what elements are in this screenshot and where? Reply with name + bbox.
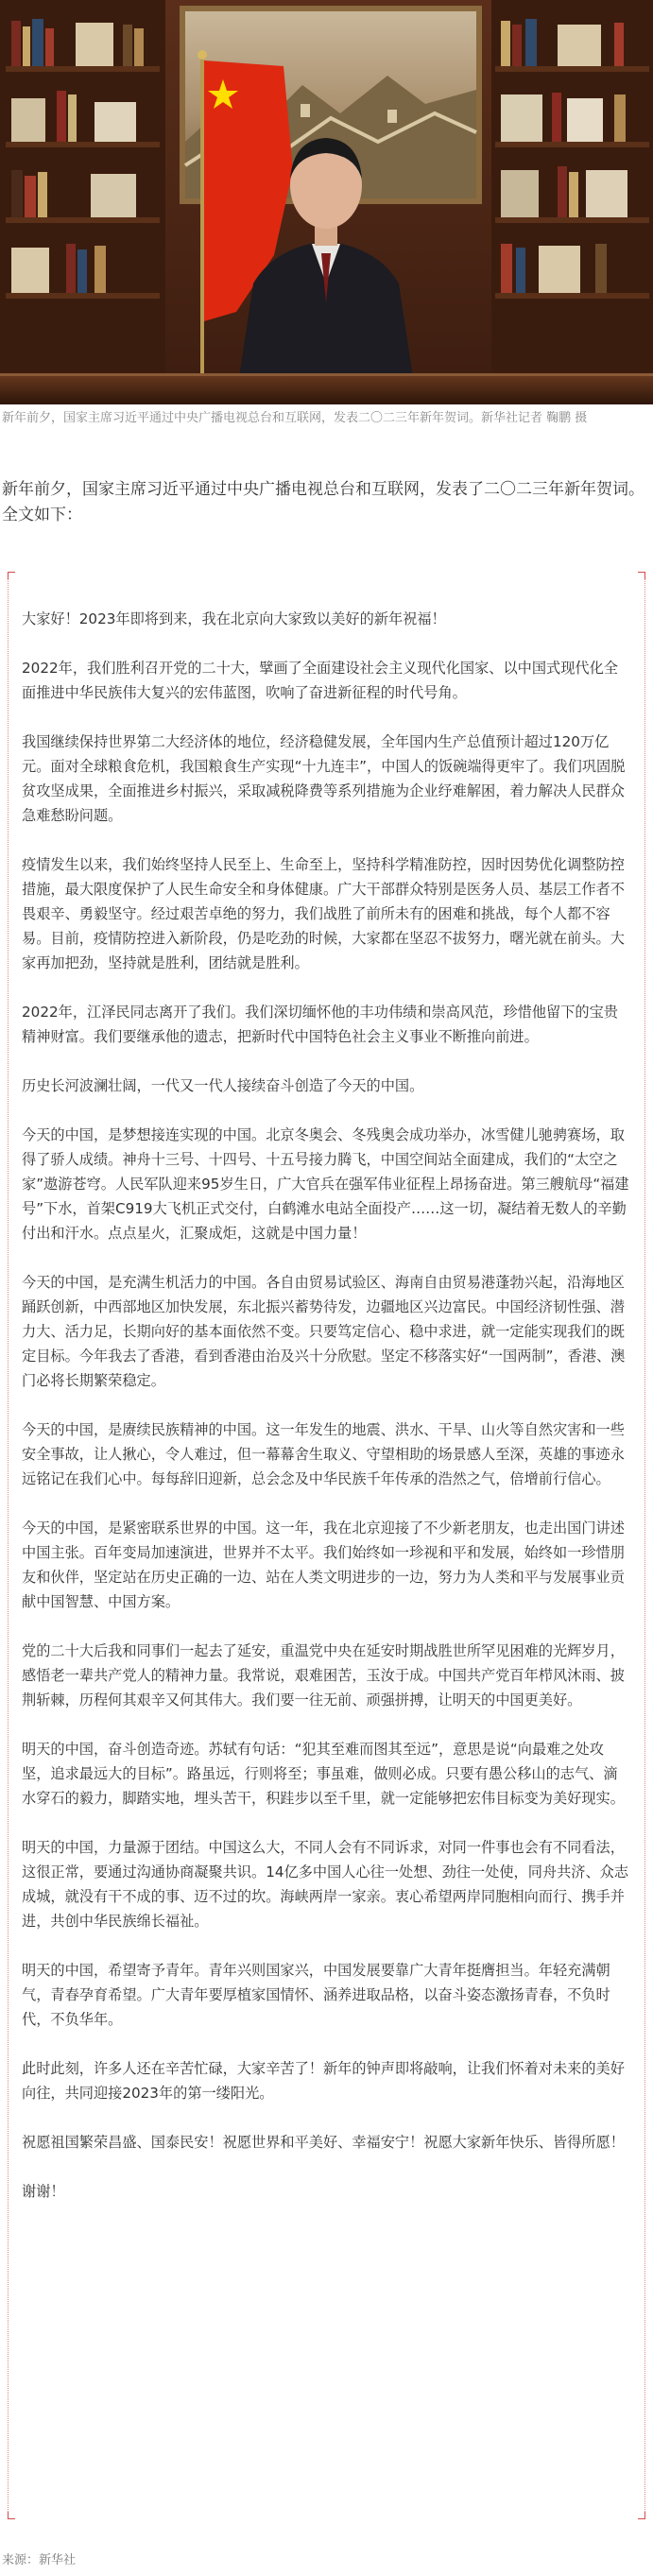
frame-corner-bottom-left <box>8 2512 15 2519</box>
speech-paragraph: 祝愿祖国繁荣昌盛、国泰民安！祝愿世界和平美好、幸福安宁！祝愿大家新年快乐、皆得所愿！ <box>22 2134 625 2151</box>
speech-paragraph: 今天的中国，是梦想接连实现的中国。北京冬奥会、冬残奥会成功举办，冰雪健儿驰骋赛场，取得了骄人成绩。神舟十三号、十四号、十五号接力腾飞，中国空间站全面建成，我们的“太空之家”遨游苍穹。人民军队迎来95岁生日，广大官兵在强军伟业征程上昂扬奋进。第三艘航母“福建号”下水，首架C919大飞机正式交付，白鹤滩水电站全面投产……这一切，凝结着无数人的辛勤付出和汗水。点点星火，汇聚成炬，这就是中国力量！ <box>22 1126 629 1242</box>
speech-paragraph: 2022年，我们胜利召开党的二十大，擘画了全面建设社会主义现代化国家、以中国式现代化全面推进中华民族伟大复兴的宏伟蓝图，吹响了奋进新征程的时代号角。 <box>22 660 618 701</box>
speech-paragraph: 2022年，江泽民同志离开了我们。我们深切缅怀他的丰功伟绩和崇高风范，珍惜他留下的宝贵精神财富。我们要继承他的遗志，把新时代中国特色社会主义事业不断推向前进。 <box>22 1004 618 1045</box>
speech-paragraph: 今天的中国，是赓续民族精神的中国。这一年发生的地震、洪水、干旱、山火等自然灾害和一些安全事故，让人揪心，令人难过，但一幕幕舍生取义、守望相助的场景感人至深，英雄的事迹永远铭记在我们心中。每每辞旧迎新，总会念及中华民族千年传承的浩然之气，倍增前行信心。 <box>22 1421 625 1487</box>
speech-paragraph: 大家好！2023年即将到来，我在北京向大家致以美好的新年祝福！ <box>22 610 446 627</box>
frame-corner-top-left <box>8 572 15 579</box>
speech-paragraph: 明天的中国，希望寄予青年。青年兴则国家兴，中国发展要靠广大青年挺膺担当。年轻充满朝气，青春孕育希望。广大青年要厚植家国情怀、涵养进取品格，以奋斗姿态激扬青春，不负时代，不负华年。 <box>22 1962 610 2028</box>
news-photo <box>0 0 653 404</box>
speech-text <box>22 607 631 2204</box>
frame-corner-bottom-right <box>638 2512 645 2519</box>
speech-paragraph: 我国继续保持世界第二大经济体的地位，经济稳健发展，全年国内生产总值预计超过120万亿元。面对全球粮食危机，我国粮食生产实现“十九连丰”，中国人的饭碗端得更牢了。我们巩固脱贫攻坚成果，全面推进乡村振兴，采取减税降费等系列措施为企业纾难解困，着力解决人民群众急难愁盼问题。 <box>22 733 626 824</box>
speech-paragraph: 谢谢！ <box>22 2183 65 2200</box>
speech-paragraph: 今天的中国，是紧密联系世界的中国。这一年，我在北京迎接了不少新老朋友，也走出国门讲述中国主张。百年变局加速演进，世界并不太平。我们始终如一珍视和平和发展，始终如一珍惜朋友和伙伴，坚定站在历史正确的一边、站在人类文明进步的一边，努力为人类和平与发展事业贡献中国智慧、中国方案。 <box>22 1520 625 1610</box>
frame-edge-right <box>644 579 645 2512</box>
news-photo-speech-scene-icon <box>0 0 653 404</box>
speech-paragraph: 今天的中国，是充满生机活力的中国。各自由贸易试验区、海南自由贸易港蓬勃兴起，沿海地区踊跃创新，中西部地区加快发展，东北振兴蓄势待发，边疆地区兴边富民。中国经济韧性强、潜力大、活力足，长期向好的基本面依然不变。只要笃定信心、稳中求进，就一定能实现我们的既定目标。今年我去了香港，看到香港由治及兴十分欣慰。坚定不移落实好“一国两制”，香港、澳门必将长期繁荣稳定。 <box>22 1274 626 1389</box>
article-intro: 新年前夕，国家主席习近平通过中央广播电视总台和互联网，发表了二〇二三年新年贺词。全文如下： <box>2 480 644 524</box>
speech-paragraph: 此时此刻，许多人还在辛苦忙碌，大家辛苦了！新年的钟声即将敲响，让我们怀着对未来的美好向往，共同迎接2023年的第一缕阳光。 <box>22 2060 625 2102</box>
article-source: 来源：新华社 <box>2 2553 77 2567</box>
frame-edge-left <box>8 579 9 2512</box>
speech-paragraph: 历史长河波澜壮阔，一代又一代人接续奋斗创造了今天的中国。 <box>22 1077 424 1094</box>
speech-frame <box>8 572 645 2519</box>
frame-corner-top-right <box>638 572 645 579</box>
speech-paragraph: 明天的中国，奋斗创造奇迹。苏轼有句话：“犯其至难而图其至远”，意思是说“向最难之处攻坚，追求最远大的目标”。路虽远，行则将至；事虽难，做则必成。只要有愚公移山的志气、滴水穿石的毅力，脚踏实地，埋头苦干，积跬步以至千里，就一定能够把宏伟目标变为美好现实。 <box>22 1741 625 1807</box>
photo-caption: 新年前夕，国家主席习近平通过中央广播电视总台和互联网，发表二〇二三年新年贺词。新华社记者 鞠鹏 摄 <box>2 411 588 425</box>
speech-paragraph: 党的二十大后我和同事们一起去了延安，重温党中央在延安时期战胜世所罕见困难的光辉岁月，感悟老一辈共产党人的精神力量。我常说，艰难困苦，玉汝于成。中国共产党百年栉风沐雨、披荆斩棘，历程何其艰辛又何其伟大。我们要一往无前、顽强拼搏，让明天的中国更美好。 <box>22 1642 625 1709</box>
speech-paragraph: 疫情发生以来，我们始终坚持人民至上、生命至上，坚持科学精准防控，因时因势优化调整防控措施，最大限度保护了人民生命安全和身体健康。广大干部群众特别是医务人员、基层工作者不畏艰辛、勇毅坚守。经过艰苦卓绝的努力，我们战胜了前所未有的困难和挑战，每个人都不容易。目前，疫情防控进入新阶段，仍是吃劲的时候，大家都在坚忍不拔努力，曙光就在前头。大家再加把劲，坚持就是胜利，团结就是胜利。 <box>22 856 625 971</box>
speech-paragraph: 明天的中国，力量源于团结。中国这么大，不同人会有不同诉求，对同一件事也会有不同看法，这很正常，要通过沟通协商凝聚共识。14亿多中国人心往一处想、劲往一处使，同舟共济、众志成城，就没有干不成的事、迈不过的坎。海峡两岸一家亲。衷心希望两岸同胞相向而行、携手并进，共创中华民族绵长福祉。 <box>22 1839 629 1930</box>
